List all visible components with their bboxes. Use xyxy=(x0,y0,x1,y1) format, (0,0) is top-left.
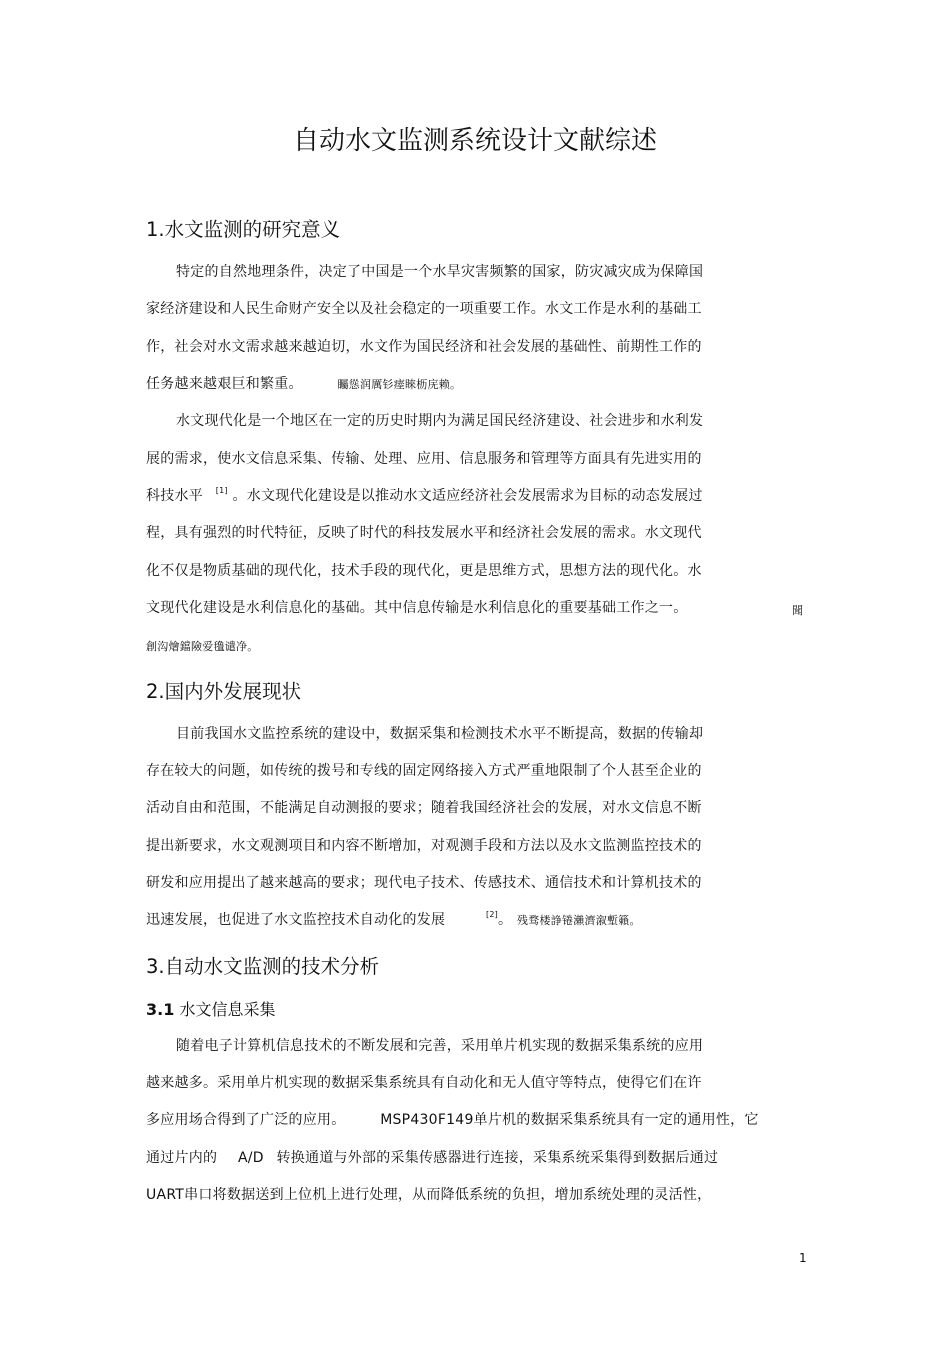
paragraph-line xyxy=(146,374,461,395)
section-2-heading xyxy=(146,679,301,705)
section-1-heading xyxy=(146,217,340,243)
paragraph-line: 化不仅是物质基础的现代化，技术手段的现代化，更是思维方式，思想方法的现代化。水 xyxy=(146,563,702,579)
paragraph-text: 多应用场合得到了广泛的应用。 xyxy=(146,1112,346,1128)
paragraph-line: UART串口将数据送到上位机上进行处理，从而降低系统的负担，增加系统处理的灵活性， xyxy=(146,1187,712,1203)
paragraph-line: 活动自由和范围，不能满足自动测报的要求；随着我国经济社会的发展，对水文信息不断 xyxy=(146,800,702,816)
punctuation: 。 xyxy=(498,912,513,928)
section-3-title: 自动水文监测的技术分析 xyxy=(164,955,380,978)
paragraph-text: A/D xyxy=(237,1150,264,1166)
citation-ref: [2] xyxy=(485,910,499,919)
section-2-title: 国内外发展现状 xyxy=(164,680,302,703)
document-title: 自动水文监测系统设计文献综述 xyxy=(292,126,657,156)
paragraph-text: 转换通道与外部的采集传感器进行连接，采集系统采集得到数据后通过 xyxy=(276,1150,719,1166)
paragraph-line: 文现代化建设是水利信息化的基础。其中信息传输是水利信息化的重要基础工作之一。 xyxy=(146,600,688,616)
paragraph-text: 通过片内的 xyxy=(146,1150,218,1166)
citation-ref: [1] xyxy=(215,486,228,495)
paragraph-line: 展的需求，使水文信息采集、传输、处理、应用、信息服务和管理等方面具有先进实用的 xyxy=(146,451,702,467)
garbled-text: 創沟燴鐺險爱氇谴净。 xyxy=(146,640,259,653)
paragraph-line: 家经济建设和人民生命财产安全以及社会稳定的一项重要工作。水文工作是水利的基础工 xyxy=(146,301,702,317)
subsection-3-1-heading xyxy=(146,999,275,1021)
paragraph-line xyxy=(146,910,641,932)
paragraph-line: 特定的自然地理条件，决定了中国是一个水旱灾害频繁的国家，防灾减灾成为保障国 xyxy=(176,264,704,280)
subsection-number: 3.1 xyxy=(146,1000,175,1019)
paragraph-text: 任务越来越艰巨和繁重。 xyxy=(146,376,303,392)
subsection-title: 水文信息采集 xyxy=(179,1000,276,1019)
paragraph-line: 目前我国水文监控系统的建设中，数据采集和检测技术水平不断提高，数据的传输却 xyxy=(176,726,704,742)
page-number: 1 xyxy=(799,1251,807,1265)
paragraph-text: 迅速发展，也促进了水文监控技术自动化的发展 xyxy=(146,912,446,928)
paragraph-line: 水文现代化是一个地区在一定的历史时期内为满足国民经济建设、社会进步和水利发 xyxy=(176,413,704,429)
paragraph-line: 越来越多。采用单片机实现的数据采集系统具有自动化和无人值守等特点，使得它们在许 xyxy=(146,1075,702,1091)
section-1-title: 水文监测的研究意义 xyxy=(164,218,341,241)
paragraph-line xyxy=(146,1110,759,1130)
section-3-number: 3. xyxy=(146,955,165,978)
garbled-text: 矚慫润厲钐瘗睞枥庑赖。 xyxy=(337,378,462,391)
paragraph-text: 科技水平 xyxy=(146,488,203,504)
paragraph-line xyxy=(146,486,703,508)
garbled-text: 残骛楼諍锩瀨濟溆塹籟。 xyxy=(517,914,641,927)
paragraph-line: 研发和应用提出了越来越高的要求；现代电子技术、传感技术、通信技术和计算机技术的 xyxy=(146,875,702,891)
paragraph-text: 。水文现代化建设是以推动水文适应经济社会发展需求为目标的动态发展过 xyxy=(232,488,703,504)
garbled-text: 聞 xyxy=(792,604,804,617)
paragraph-line: 程，具有强烈的时代特征，反映了时代的科技发展水平和经济社会发展的需求。水文现代 xyxy=(146,525,702,541)
paragraph-line xyxy=(146,1148,718,1168)
paragraph-line: 作，社会对水文需求越来越迫切，水文作为国民经济和社会发展的基础性、前期性工作的 xyxy=(146,339,702,355)
paragraph-line: 提出新要求，水文观测项目和内容不断增加，对观测手段和方法以及水文监测监控技术的 xyxy=(146,838,702,854)
paragraph-text: MSP430F149单片机的数据采集系统具有一定的通用性，它 xyxy=(380,1112,759,1128)
paragraph-line: 存在较大的问题，如传统的拨号和专线的固定网络接入方式严重地限制了个人甚至企业的 xyxy=(146,763,702,779)
section-2-number: 2. xyxy=(146,680,165,703)
paragraph-line: 随着电子计算机信息技术的不断发展和完善，采用单片机实现的数据采集系统的应用 xyxy=(176,1038,704,1054)
section-1-number: 1. xyxy=(146,218,165,241)
section-3-heading xyxy=(146,954,379,980)
